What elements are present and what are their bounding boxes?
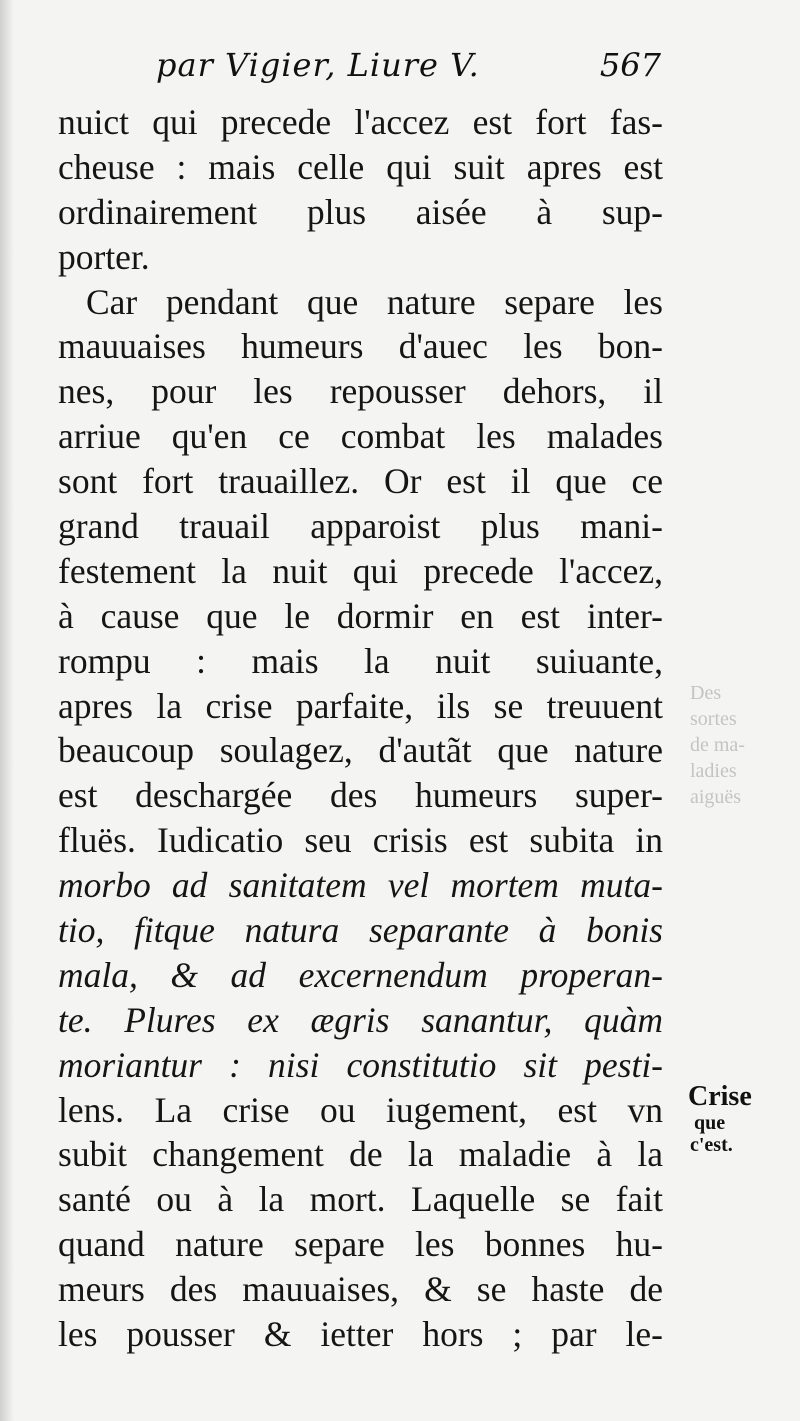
bleed-through-marks: Des sortes de ma- ladies aiguës [690, 682, 745, 808]
text-line: est deschargée des humeurs super- [58, 775, 663, 816]
text-line: mauuaises humeurs d'auec les bon- [58, 326, 663, 367]
text-line: santé ou à la mort. Laquelle se fait [58, 1179, 663, 1220]
text-line: nuict qui precede l'accez est fort fas- [58, 102, 663, 142]
marginal-note-line: que [694, 1112, 726, 1134]
text-line: grand trauail apparoist plus mani- [58, 506, 663, 547]
text-line: à cause que le dormir en est inter- [58, 595, 663, 636]
marginal-note-line: c'est. [690, 1134, 733, 1156]
text-line: rompu : mais la nuit suiuante, [58, 640, 663, 681]
text-line: porter. [58, 236, 150, 277]
text-line: beaucoup soulagez, d'autãt que nature [58, 730, 663, 771]
marginal-note-line: Crise [688, 1081, 752, 1112]
text-line: apres la crise parfaite, ils se treuuent [58, 685, 663, 726]
text-line-latin: te. Plures ex ægris sanantur, quàm [58, 999, 663, 1040]
text-line: subit changement de la maladie à la [58, 1134, 663, 1175]
page-number: 567 [599, 46, 661, 84]
text-line: sont fort trauaillez. Or est il que ce [58, 461, 663, 502]
text-line: nes, pour les repousser dehors, il [58, 371, 663, 412]
running-head: par Vigier, Liure V. [156, 46, 480, 84]
text-line: ordinairement plus aisée à sup- [58, 191, 663, 232]
text-line: arriue qu'en ce combat les malades [58, 416, 663, 457]
text-line: fluës. Iudicatio seu crisis est subita in [58, 820, 663, 861]
text-line: meurs des mauuaises, & se haste de [58, 1269, 663, 1310]
text-line: lens. La crise ou iugement, est vn [58, 1089, 663, 1130]
marginal-note [688, 1082, 788, 1156]
text-line: les pousser & ietter hors ; par le- [58, 1314, 663, 1355]
body-text [58, 100, 663, 1357]
text-line: quand nature separe les bonnes hu- [58, 1224, 663, 1265]
text-line: festement la nuit qui precede l'accez, [58, 550, 663, 591]
text-line-latin: tio, fitque natura separante à bonis [58, 910, 663, 951]
page-gutter-shadow [0, 0, 14, 1421]
text-line-latin: moriantur : nisi constitutio sit pesti- [58, 1044, 663, 1085]
page-header [156, 46, 661, 96]
text-line-latin: morbo ad sanitatem vel mortem muta- [58, 865, 663, 906]
text-line: Car pendant que nature separe les [86, 281, 663, 322]
text-line-latin: mala, & ad excernendum properan- [58, 954, 663, 995]
text-line: cheuse : mais celle qui suit apres est [58, 146, 663, 187]
